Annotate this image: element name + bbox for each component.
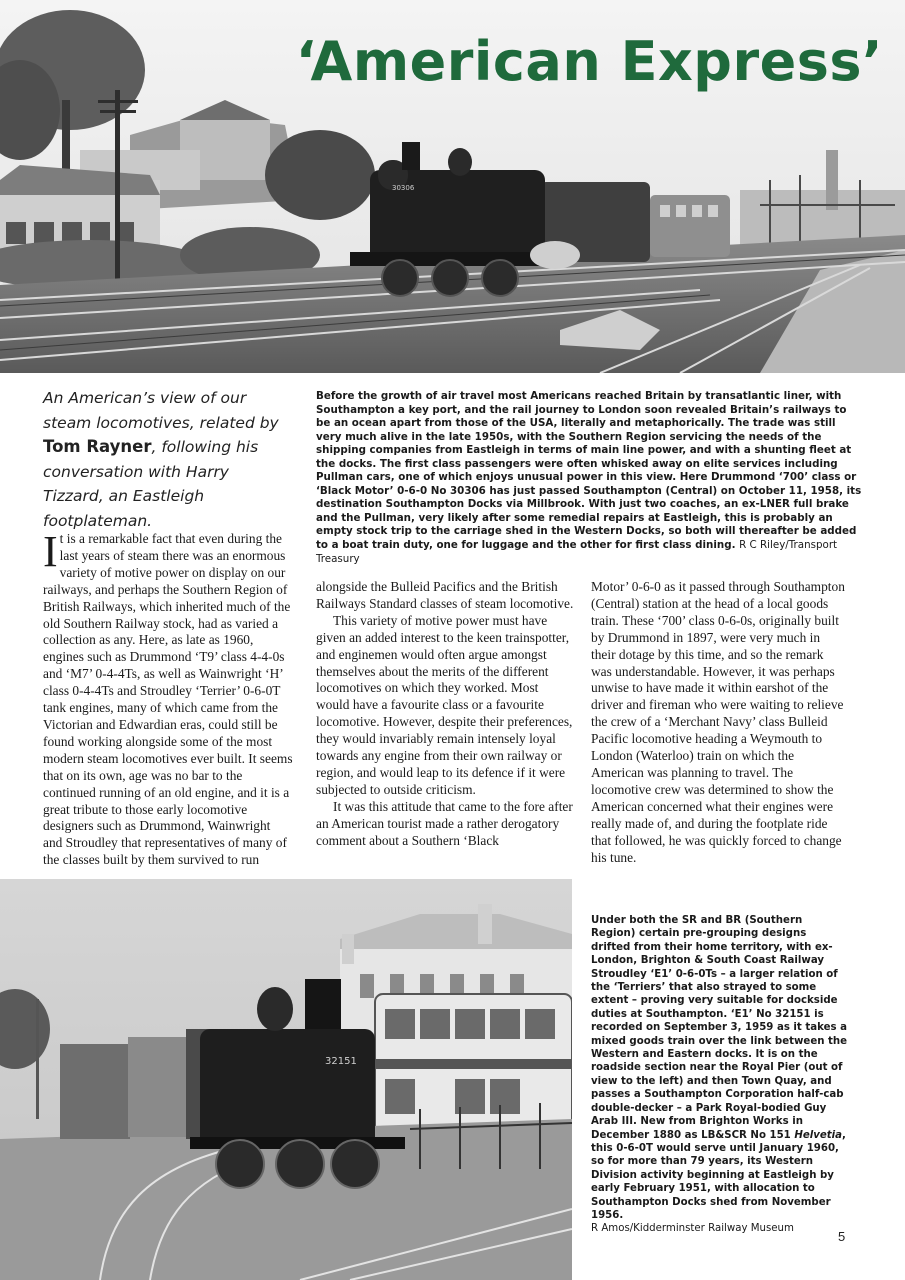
author-name: Tom Rayner <box>43 437 152 456</box>
bottom-caption-text-a: Under both the SR and BR (Southern Region) certain pre-grouping designs drifted from their home territory, with ex-London, Brighton & South Coast Railway Stroudley ‘E1’ 0-6-0Ts – a larger relation of the ‘Terriers’ that also strayed to some extent – proving very suitable for dockside duties at Southampton. ‘E1’ No 32151 is recorded on September 3, 1959 as it takes a mixed goods train over the link between the Western and Eastern docks. It is on the roadside section near the Royal Pier (out of view to the left) and then Town Quay, and passes a Southampton Corporation half-cab double-decker – a Park Royal-bodied Guy Arab III. New from Brighton Works in December 1880 as LB&SCR No 151 <box>591 915 848 1141</box>
bottom-photo-caption <box>591 914 849 1236</box>
top-photo-caption <box>316 390 864 566</box>
bottom-caption-locomotive-name: Helvetia <box>794 1129 843 1141</box>
col1-paragraph: t is a remarkable fact that even during the last years of steam there was an enormous variety of motive power on display on our railways, and perhaps the Southern Region of British Railways, which inherited much of the old Southern Railway stock, had as varied a collection as any. Here, as late as 1960, engines such as Drummond ‘T9’ class 4-4-0s and ‘M7’ 0-4-4Ts, as well as Wainwright ‘H’ class 0-4-4Ts and Stroudley ‘Terrier’ 0-6-0T tank engines, many of which came from the Victorian and Edwardian eras, could still be found working alongside some of the most modern steam locomotives ever built. It seems that on its own, age was no bar to the continued running of an old engine, and it is a great tribute to those early locomotive designers such as Drummond, Wainwright and Stroudley that representatives of many of the classes built by them survived to run <box>43 531 293 868</box>
top-caption-credit: R C Riley/Transport Treasury <box>316 539 838 565</box>
page-number: 5 <box>838 1229 846 1244</box>
col2-paragraph-1: alongside the Bulleid Pacifics and the British Railways Standard classes of steam locomotive. <box>316 579 574 611</box>
body-column-3 <box>591 579 846 866</box>
bottom-caption-text-b: , this 0-6-0T would serve until January 1960, so for more than 79 years, its Western Division activity beginning at Eastleigh by early February 1951, with allocation to Southampton Docks shed from November 1956. <box>591 1129 846 1221</box>
bottom-photo-illustration <box>0 879 572 1280</box>
col3-paragraph: Motor’ 0-6-0 as it passed through Southampton (Central) station at the head of a local goods train. These ‘700’ class 0-6-0s, originally built by Drummond in 1897, were very much in their dotage by this time, and so the remark was understandable. However, it was perhaps unwise to have made it within earshot of the driver and fireman who were waiting to relieve the crew of a ‘Merchant Navy’ class Bulleid Pacific locomotive heading a Weymouth to London (Waterloo) train on which the American was planning to travel. The locomotive crew was determined to show the American concerned what their engines were really made of, and during the footplate ride that followed, he was quickly forced to change his tune. <box>591 579 845 865</box>
top-caption-text: Before the growth of air travel most Americans reached Britain by transatlantic liner, with Southampton a key port, and the rail journey to London soon revealed Britain’s railways to be an ocean apart from those of the USA, literally and metaphorically. The trade was still very much alive in the late 1950s, with the Southern Region servicing the needs of the shipping companies from Eastleigh in terms of main line power, and with a shunting fleet at the docks. The first class passengers were often whisked away on elite services including Pullman cars, one of which enjoys unusual power in this view. Here Drummond ‘700’ class or ‘Black Motor’ 0-6-0 No 30306 has just passed Southampton (Central) on October 11, 1958, its destination Southampton Docks via Millbrook. With just two coaches, an ex-LNER full brake and the Pullman, very likely after some remedial repairs at Eastleigh, this is probably an empty stock trip to the carriage shed in the Western Docks, so both will thereafter be added to a boat train duty, one for luggage and the other for first class dining. <box>316 390 862 552</box>
body-column-1 <box>43 527 293 869</box>
bottom-caption-credit: R Amos/Kidderminster Railway Museum <box>591 1223 794 1235</box>
standfirst <box>43 386 293 533</box>
col2-paragraph-2: This variety of motive power must have given an added interest to the keen trainspotter, and enginemen would often argue amongst themselves about the merits of the different locomotives on which they worked. Most would have a favourite class or a favourite locomotive. However, despite their preferences, they would invariably remain intensely loyal towards any engine from their own railway or region, and would leap to its defence if it were subjected to outside criticism. <box>316 612 573 797</box>
standfirst-outro: , following his conversation with Harry Tizzard, an Eastleigh footplateman. <box>43 438 259 530</box>
article-title: ‘American Express’ <box>295 30 883 93</box>
bottom-photograph <box>0 879 572 1280</box>
bottom-locomotive-number: 32151 <box>325 1056 357 1067</box>
drop-cap: I <box>43 527 58 576</box>
body-column-2 <box>316 579 574 850</box>
top-locomotive-number: 30306 <box>392 184 415 192</box>
standfirst-intro: An American’s view of our steam locomotives, related by <box>43 389 279 432</box>
col2-paragraph-3: It was this attitude that came to the fore after an American tourist made a rather derogatory comment about a Southern ‘Black <box>316 798 573 848</box>
